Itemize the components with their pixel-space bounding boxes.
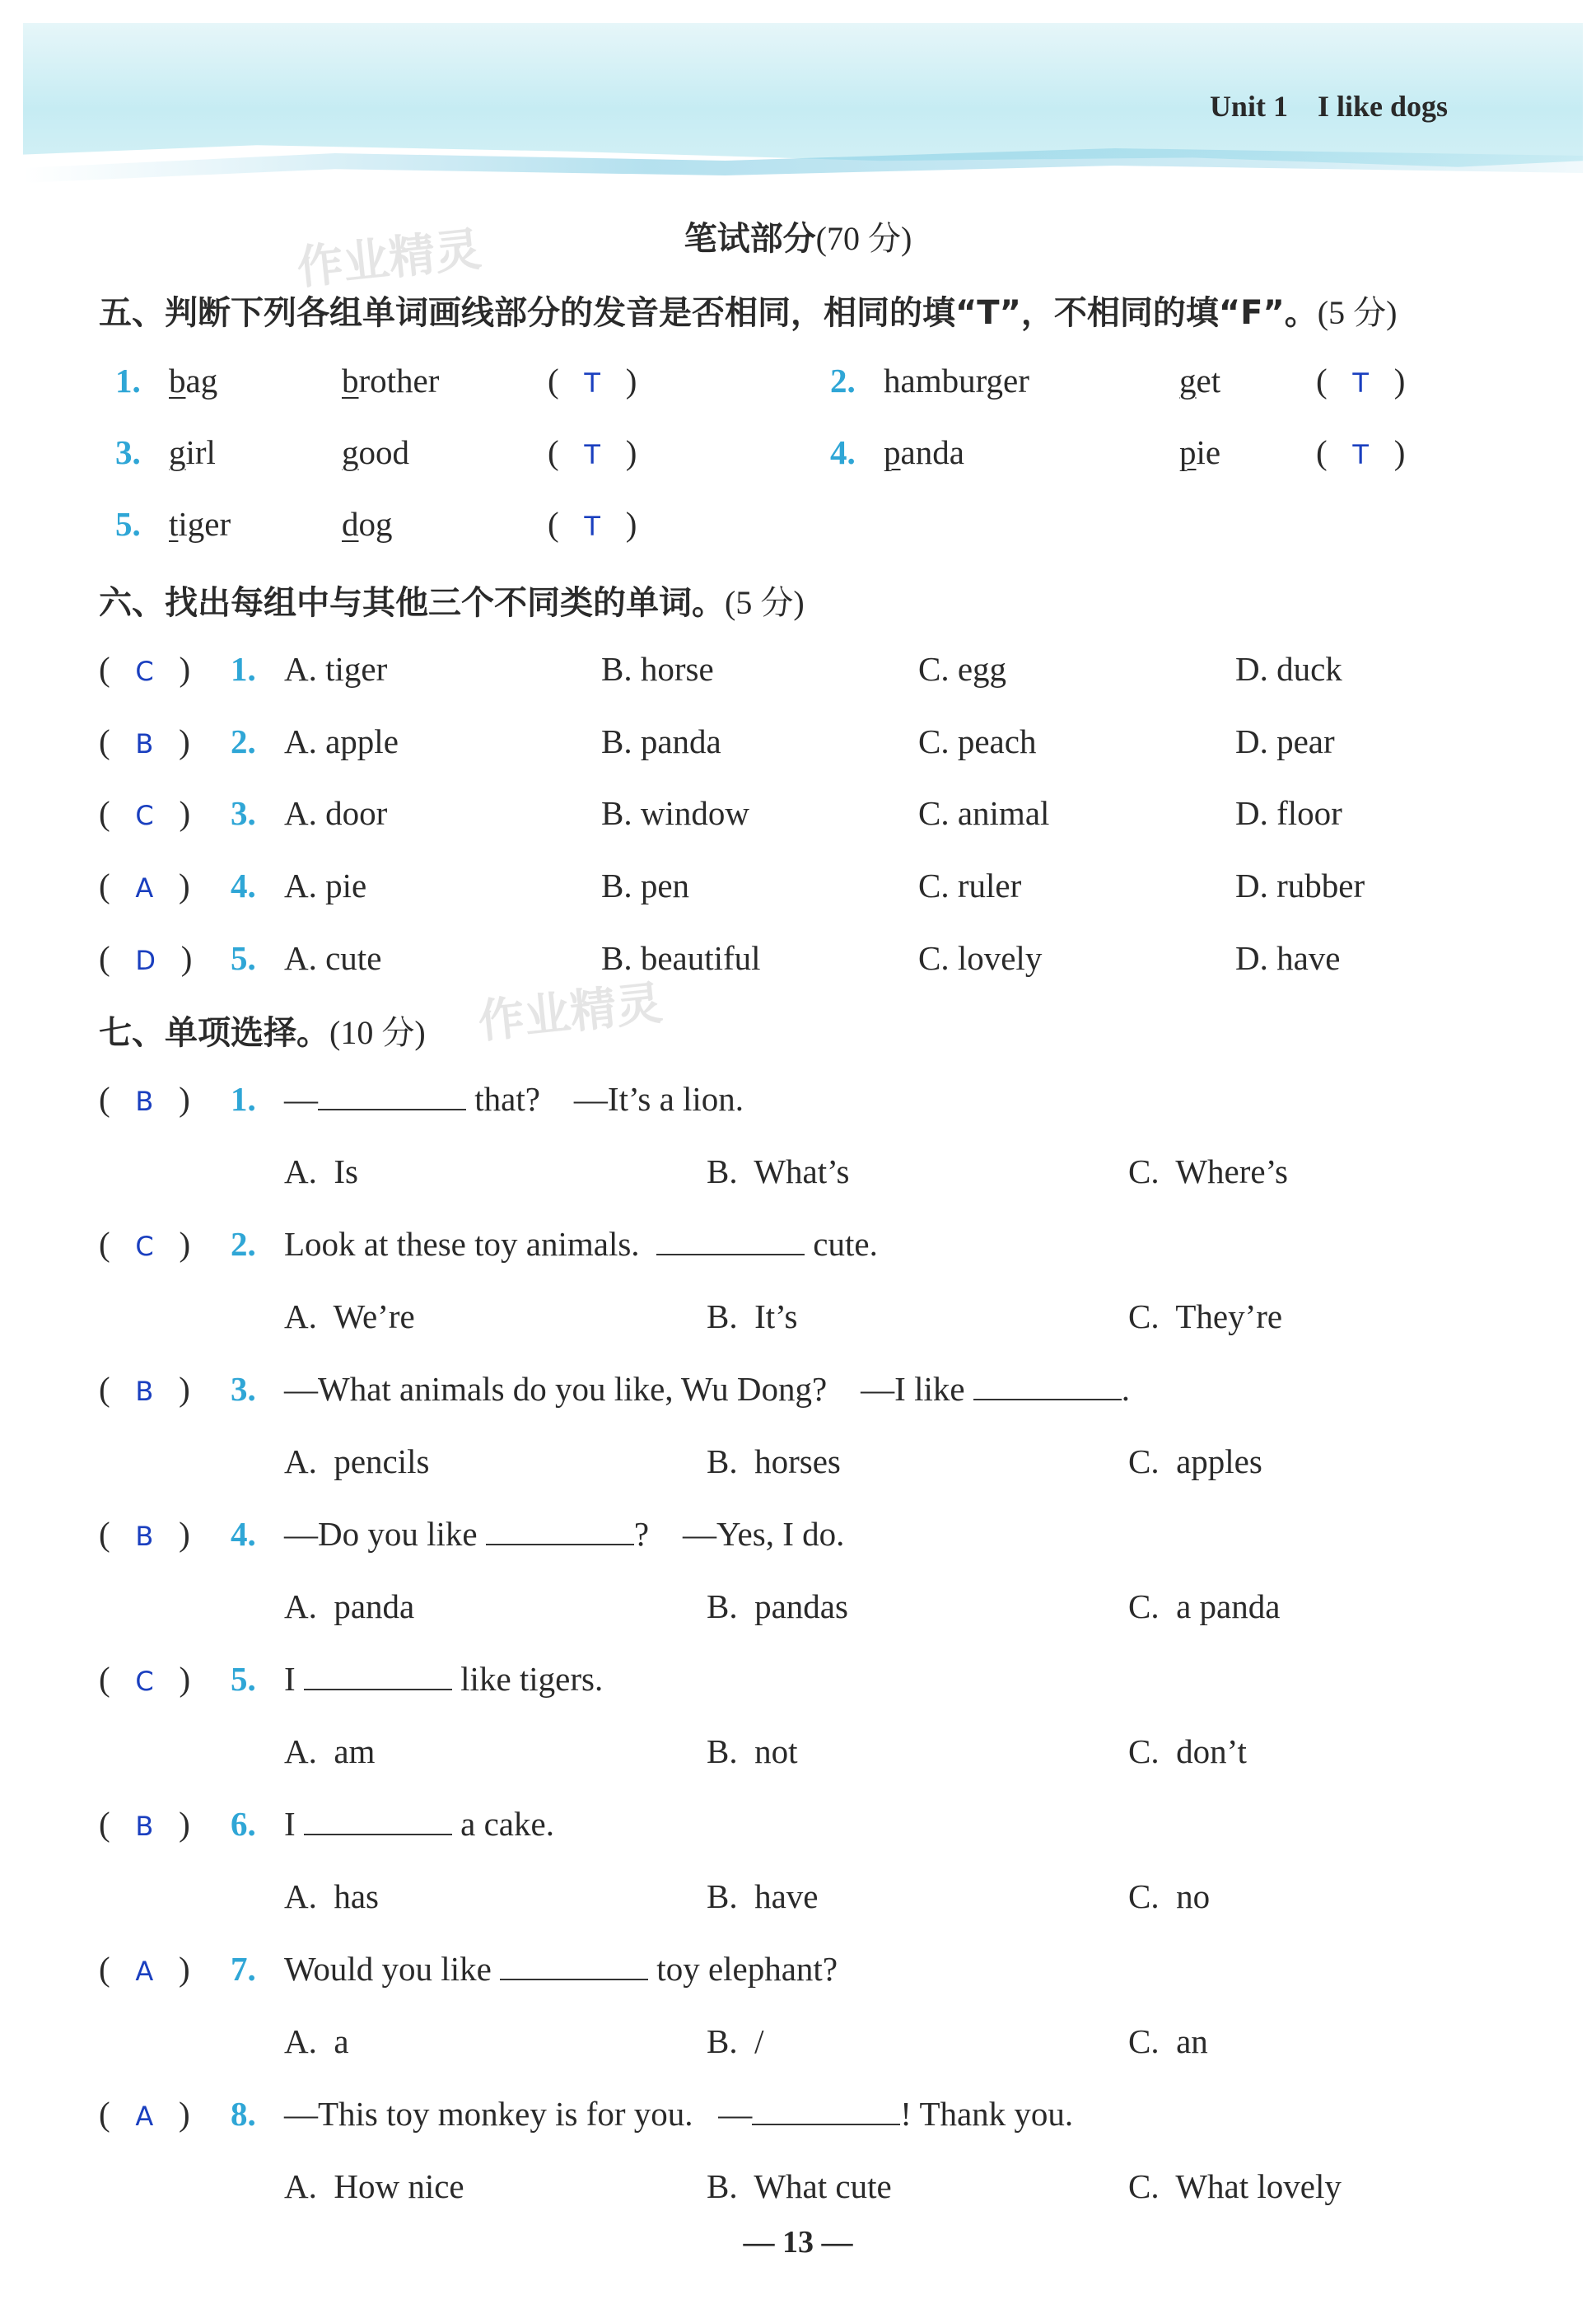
word-2	[342, 361, 439, 400]
underlined-letters: t	[169, 505, 179, 543]
underlined-letters: b	[169, 362, 186, 400]
page-number: — 13 —	[743, 2225, 853, 2260]
question-post: .	[1121, 1370, 1131, 1408]
q7-options	[0, 1297, 1596, 1354]
item-number: 4.	[231, 867, 256, 904]
word-2	[1179, 361, 1220, 400]
word-2	[342, 432, 409, 472]
option-b: B. It’s	[707, 1297, 798, 1335]
q5-points: (5 分)	[1317, 294, 1398, 331]
option-c: C. egg	[918, 650, 1007, 688]
word-1	[884, 361, 1029, 400]
underlined-letters: g	[1179, 362, 1197, 400]
option-d: D. rubber	[1235, 867, 1365, 904]
answer: A	[135, 1956, 154, 1987]
question-text	[284, 1079, 744, 1119]
option-c: C. don’t	[1128, 1732, 1247, 1770]
option-a: A. We’re	[284, 1297, 415, 1335]
question-pre: I	[284, 1660, 304, 1698]
question-text	[284, 1949, 838, 1989]
q7-options	[0, 1442, 1596, 1499]
word-rest: og	[358, 505, 393, 543]
underlined-letters: d	[342, 505, 359, 543]
answer-blank[interactable]	[304, 1659, 452, 1690]
item-number: 2.	[231, 722, 256, 760]
option-b: B. horse	[601, 650, 714, 688]
option-a: A. Is	[284, 1152, 358, 1190]
question-post: toy elephant?	[648, 1950, 838, 1988]
q7-options	[0, 1587, 1596, 1644]
answer: D	[135, 945, 156, 976]
unit-name: I like dogs	[1317, 90, 1448, 123]
option-c: C. Where’s	[1128, 1152, 1288, 1190]
q7-question	[0, 1949, 1596, 2007]
q7-question	[0, 1224, 1596, 1282]
answer: T	[1352, 439, 1369, 470]
question-text	[284, 1659, 603, 1699]
word-rest: ood	[358, 433, 409, 471]
question-text	[284, 1514, 844, 1554]
item-number: 6.	[231, 1805, 256, 1843]
q5-item	[0, 361, 1596, 418]
question-text	[284, 1369, 1130, 1409]
option-a: A. tiger	[284, 650, 388, 688]
underlined-letters: p	[884, 433, 901, 471]
question-post: ! Thank you.	[900, 2095, 1074, 2133]
q6-heading-text: 六、找出每组中与其他三个不同类的单词。	[99, 584, 725, 622]
option-a: A. door	[284, 794, 388, 832]
word-1	[169, 432, 216, 472]
q7-question	[0, 1659, 1596, 1717]
unit-title	[1210, 89, 1448, 124]
q5-heading-text: 五、判断下列各组单词画线部分的发音是否相同，相同的填“T”，不相同的填“F”。	[99, 294, 1318, 332]
unit-label: Unit 1	[1209, 90, 1288, 123]
option-d: D. floor	[1235, 794, 1342, 832]
option-a: A. pencils	[284, 1442, 430, 1480]
q6-item	[0, 866, 1596, 923]
word-2	[1179, 432, 1220, 472]
option-b: B. window	[601, 794, 749, 832]
question-pre: —Do you like	[284, 1515, 486, 1553]
option-a: A. pie	[284, 867, 367, 904]
answer: A	[135, 2101, 154, 2132]
q7-heading-text: 七、单项选择。	[99, 1014, 329, 1052]
q7-question	[0, 1369, 1596, 1427]
question-text	[284, 2094, 1073, 2134]
item-number: 1.	[231, 650, 256, 688]
item-number: 4.	[830, 433, 856, 471]
option-d: D. duck	[1235, 650, 1342, 688]
item-number: 7.	[231, 1950, 256, 1988]
answer-blank[interactable]	[752, 2094, 900, 2125]
option-b: B. not	[707, 1732, 798, 1770]
option-d: D. have	[1235, 939, 1341, 977]
watermark: 作业精灵	[294, 222, 484, 296]
option-d: D. pear	[1235, 722, 1335, 760]
item-number: 3.	[231, 794, 256, 832]
word-rest: rother	[358, 362, 440, 400]
answer-blank[interactable]	[304, 1804, 452, 1835]
underlined-letters: g	[169, 433, 186, 471]
word-text: hamburger	[884, 362, 1029, 400]
answer: B	[135, 1811, 154, 1842]
item-number: 5.	[231, 939, 256, 977]
answer-paren[interactable]: ( B )	[99, 1080, 190, 1118]
option-b: B. pandas	[707, 1587, 848, 1625]
item-number: 4.	[231, 1515, 256, 1553]
item-number: 8.	[231, 2095, 256, 2133]
option-c: C. apples	[1128, 1442, 1262, 1480]
word-1	[169, 504, 231, 544]
question-pre: —What animals do you like, Wu Dong? —I like	[284, 1370, 973, 1408]
q7-question	[0, 1514, 1596, 1572]
answer-paren[interactable]: ( B )	[99, 1370, 190, 1408]
answer: B	[135, 1086, 154, 1117]
answer-paren[interactable]: ( T )	[548, 505, 637, 543]
item-number: 1.	[115, 362, 141, 400]
q6-item	[0, 938, 1596, 996]
answer: T	[584, 511, 600, 542]
option-b: B. horses	[707, 1442, 841, 1480]
item-number: 3.	[231, 1370, 256, 1408]
item-number: 3.	[115, 433, 141, 471]
option-c: C. a panda	[1128, 1587, 1281, 1625]
q7-options	[0, 1732, 1596, 1789]
q6-points: (5 分)	[725, 584, 805, 621]
answer: C	[135, 800, 154, 831]
word-rest: irl	[185, 433, 216, 471]
answer-paren[interactable]: ( A )	[99, 2095, 190, 2133]
q6-heading	[99, 577, 805, 624]
answer-paren[interactable]: ( B )	[99, 722, 190, 760]
question-post: that? —It’s a lion.	[466, 1080, 744, 1118]
answer-paren[interactable]: ( T )	[1316, 433, 1406, 471]
question-text	[284, 1224, 878, 1264]
item-number: 1.	[231, 1080, 256, 1118]
option-c: C. lovely	[918, 939, 1043, 977]
option-b: B. panda	[601, 722, 721, 760]
question-pre: Would you like	[284, 1950, 501, 1988]
question-text	[284, 1804, 554, 1844]
question-pre: Look at these toy animals.	[284, 1225, 657, 1263]
option-c: C. They’re	[1128, 1297, 1283, 1335]
answer-blank[interactable]	[486, 1514, 634, 1545]
option-b: B. /	[707, 2022, 764, 2060]
q6-item	[0, 793, 1596, 851]
answer-paren[interactable]: ( C )	[99, 1660, 191, 1698]
word-rest: ie	[1196, 433, 1221, 471]
option-a: A. am	[284, 1732, 376, 1770]
section-title	[0, 213, 1596, 259]
q6-item	[0, 649, 1596, 707]
question-post: ? —Yes, I do.	[633, 1515, 845, 1553]
q7-options	[0, 1877, 1596, 1934]
option-b: B. have	[707, 1877, 819, 1915]
option-c: C. What lovely	[1128, 2167, 1342, 2205]
answer-paren[interactable]: ( C )	[99, 650, 191, 688]
q6-item	[0, 722, 1596, 779]
answer-paren[interactable]: ( B )	[99, 1515, 190, 1553]
answer-paren[interactable]: ( D )	[99, 939, 193, 977]
item-number: 2.	[830, 362, 856, 400]
q7-heading	[99, 1007, 426, 1054]
answer-paren[interactable]: ( T )	[548, 433, 637, 471]
q7-question	[0, 2094, 1596, 2152]
q7-options	[0, 1152, 1596, 1209]
answer-paren[interactable]: ( A )	[99, 867, 190, 904]
underlined-letters: b	[342, 362, 359, 400]
answer-blank[interactable]	[656, 1224, 805, 1255]
option-c: C. an	[1128, 2022, 1208, 2060]
q5-item	[0, 504, 1596, 562]
item-number: 5.	[115, 505, 141, 543]
option-a: A. How nice	[284, 2167, 464, 2205]
answer-paren[interactable]: ( T )	[548, 362, 637, 400]
word-2	[342, 504, 393, 544]
question-pre: —	[284, 1080, 318, 1118]
answer-blank[interactable]	[973, 1369, 1122, 1400]
word-1	[884, 432, 964, 472]
answer: T	[1352, 367, 1369, 399]
q5-item	[0, 432, 1596, 490]
answer: T	[584, 439, 600, 470]
option-b: B. What cute	[707, 2167, 892, 2205]
option-b: B. pen	[601, 867, 690, 904]
question-post: like tigers.	[451, 1660, 604, 1698]
answer: B	[135, 1521, 154, 1552]
option-c: C. peach	[918, 722, 1037, 760]
answer-paren[interactable]: ( C )	[99, 794, 191, 832]
option-a: A. has	[284, 1877, 380, 1915]
option-b: B. What’s	[707, 1152, 850, 1190]
answer-blank[interactable]	[500, 1949, 648, 1980]
section-points: (70 分)	[815, 220, 912, 257]
answer: B	[135, 728, 154, 760]
answer: A	[135, 872, 154, 904]
option-c: C. no	[1128, 1877, 1211, 1915]
option-b: B. beautiful	[601, 939, 761, 977]
answer: C	[135, 656, 154, 687]
section-title-text: 笔试部分	[684, 220, 816, 258]
word-rest: anda	[900, 433, 964, 471]
answer-paren[interactable]: ( A )	[99, 1950, 190, 1988]
option-a: A. a	[284, 2022, 349, 2060]
item-number: 5.	[231, 1660, 256, 1698]
q5-heading	[99, 287, 1397, 334]
item-number: 2.	[231, 1225, 256, 1263]
answer: C	[135, 1666, 154, 1697]
word-rest: et	[1196, 362, 1221, 400]
answer: B	[135, 1376, 154, 1407]
underlined-letters: g	[342, 433, 359, 471]
answer-paren[interactable]: ( B )	[99, 1805, 190, 1843]
q7-points: (10 分)	[329, 1014, 426, 1051]
q7-options	[0, 2022, 1596, 2079]
answer: T	[584, 367, 600, 399]
option-c: C. ruler	[918, 867, 1022, 904]
word-rest: iger	[178, 505, 231, 543]
question-pre: —This toy monkey is for you. —	[284, 2095, 753, 2133]
question-post: cute.	[805, 1225, 878, 1263]
answer-paren[interactable]: ( C )	[99, 1225, 191, 1263]
option-c: C. animal	[918, 794, 1050, 832]
watermark: 作业精灵	[475, 976, 665, 1049]
underlined-letters: p	[1179, 433, 1197, 471]
option-a: A. panda	[284, 1587, 415, 1625]
question-post: a cake.	[451, 1805, 554, 1843]
question-pre: I	[284, 1805, 304, 1843]
option-a: A. cute	[284, 939, 382, 977]
word-1	[169, 361, 217, 400]
word-rest: ag	[185, 362, 218, 400]
q7-question	[0, 1804, 1596, 1862]
q7-question	[0, 1079, 1596, 1137]
answer-blank[interactable]	[318, 1079, 466, 1110]
answer-paren[interactable]: ( T )	[1316, 362, 1406, 400]
answer: C	[135, 1231, 154, 1262]
option-a: A. apple	[284, 722, 399, 760]
q7-options	[0, 2166, 1596, 2224]
